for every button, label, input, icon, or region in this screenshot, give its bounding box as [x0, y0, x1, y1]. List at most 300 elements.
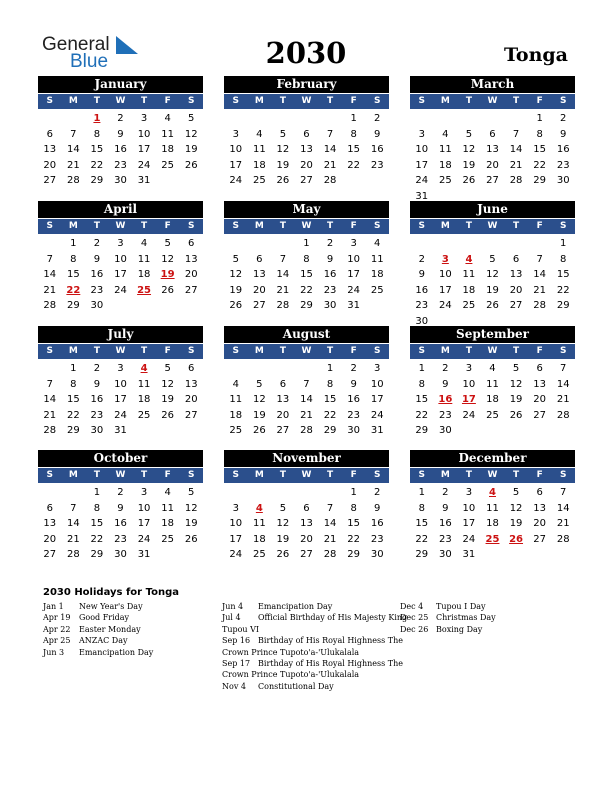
weekday-label: T	[141, 346, 148, 356]
day-cell: 10	[137, 502, 151, 514]
month-june	[410, 201, 575, 329]
month-title: December	[410, 450, 575, 467]
day-cell: 15	[533, 144, 546, 155]
day-cell: 13	[276, 394, 290, 405]
weekday-header	[410, 468, 575, 483]
weekday-label: S	[560, 470, 567, 480]
day-cell: 27	[533, 533, 546, 545]
day-cell: 27	[43, 549, 57, 560]
empty-cell	[504, 111, 528, 127]
day-cell: 2	[350, 363, 357, 374]
day-cell: 16	[370, 144, 384, 155]
weekday-header	[224, 344, 389, 359]
weekday-label: T	[279, 221, 287, 231]
weekday-label: S	[418, 470, 426, 480]
day-cell: 8	[560, 253, 567, 265]
weekday-label: F	[350, 96, 357, 106]
day-cell: 25	[462, 300, 476, 311]
day-cell: 9	[93, 378, 101, 390]
weekday-header	[224, 219, 389, 234]
day-cell: 6	[256, 253, 263, 265]
day-cell: 22	[90, 533, 104, 545]
day-cell: 15	[66, 394, 80, 405]
day-cell: 3	[140, 113, 148, 124]
day-grid	[410, 485, 575, 563]
day-cell: 31	[347, 300, 360, 311]
day-cell: 6	[303, 502, 310, 514]
day-cell: 3	[140, 487, 148, 498]
day-cell: 7	[512, 128, 520, 140]
day-cell: 16	[347, 394, 360, 405]
day-cell: 20	[486, 159, 499, 171]
day-cell: 26	[184, 533, 198, 545]
weekday-label: M	[254, 470, 264, 480]
day-cell: 6	[46, 502, 53, 514]
day-cell: 15	[347, 518, 360, 529]
weekday-label: F	[350, 470, 357, 480]
day-cell: 22	[347, 159, 360, 171]
day-cell: 15	[90, 144, 104, 155]
day-cell: 7	[560, 487, 567, 498]
empty-cell	[295, 111, 319, 127]
day-cell: 21	[43, 284, 57, 296]
weekday-label: T	[465, 346, 473, 356]
empty-cell	[248, 111, 272, 127]
day-cell: 28	[323, 175, 337, 186]
day-cell: 6	[536, 363, 543, 374]
day-cell: 16	[90, 269, 104, 280]
weekday-header	[38, 219, 203, 234]
weekday-header	[410, 94, 575, 109]
day-cell: 8	[93, 128, 101, 140]
day-cell: 5	[279, 128, 287, 140]
weekday-label: M	[440, 96, 450, 106]
holiday-name: Good Friday	[79, 613, 130, 623]
day-cell: 15	[415, 394, 429, 405]
day-cell: 18	[486, 394, 499, 405]
day-cell: 27	[252, 300, 266, 311]
day-cell: 10	[462, 502, 476, 514]
day-cell: 27	[300, 549, 313, 560]
day-cell: 14	[556, 378, 570, 390]
day-cell: 5	[512, 363, 520, 374]
day-cell: 25	[370, 284, 384, 296]
holiday-day-cell: 25	[137, 284, 152, 296]
day-cell: 3	[117, 363, 124, 374]
month-january	[38, 76, 203, 189]
day-cell: 7	[560, 363, 567, 374]
day-cell: 1	[536, 113, 543, 124]
day-cell: 20	[276, 409, 290, 421]
day-cell: 10	[415, 144, 429, 155]
holiday-entry	[43, 624, 153, 635]
day-cell: 24	[415, 175, 429, 186]
empty-cell	[504, 236, 528, 252]
day-cell: 15	[323, 394, 337, 405]
day-cell: 12	[276, 144, 290, 155]
weekday-label: W	[115, 346, 126, 356]
holiday-date: Jun 4	[222, 602, 244, 611]
day-cell: 4	[140, 238, 148, 249]
day-cell: 3	[350, 238, 357, 249]
weekday-label: S	[560, 346, 567, 356]
day-cell: 2	[117, 113, 124, 124]
day-cell: 15	[415, 518, 429, 529]
day-cell: 23	[114, 159, 127, 171]
weekday-label: T	[141, 470, 148, 480]
day-cell: 22	[300, 284, 313, 296]
day-cell: 10	[137, 128, 151, 140]
empty-cell	[295, 485, 319, 501]
day-cell: 14	[276, 269, 290, 280]
day-cell: 17	[438, 284, 452, 296]
day-cell: 14	[323, 144, 337, 155]
day-cell: 14	[43, 269, 57, 280]
day-cell: 29	[66, 300, 80, 311]
holiday-day-cell: 4	[465, 253, 473, 265]
day-cell: 25	[252, 549, 266, 560]
holiday-entry	[400, 624, 496, 635]
day-cell: 15	[90, 518, 104, 529]
day-cell: 27	[486, 175, 499, 186]
month-title: September	[410, 326, 575, 343]
month-title: April	[38, 201, 203, 218]
day-cell: 2	[117, 487, 124, 498]
weekday-label: S	[232, 346, 240, 356]
weekday-label: W	[115, 470, 126, 480]
month-august	[224, 326, 389, 439]
day-cell: 1	[350, 113, 357, 124]
holiday-date: Dec 4	[400, 602, 424, 611]
empty-cell	[457, 236, 481, 252]
day-cell: 25	[161, 159, 174, 171]
day-grid	[410, 361, 575, 439]
day-cell: 2	[442, 487, 449, 498]
empty-cell	[434, 111, 458, 127]
day-cell: 11	[252, 144, 266, 155]
day-cell: 19	[252, 409, 266, 421]
day-cell: 14	[43, 394, 57, 405]
day-grid	[38, 361, 203, 439]
day-cell: 8	[536, 128, 543, 140]
day-cell: 10	[229, 144, 243, 155]
day-cell: 8	[326, 378, 334, 390]
day-cell: 26	[252, 425, 266, 436]
weekday-label: M	[68, 346, 78, 356]
day-cell: 30	[114, 175, 127, 186]
empty-cell	[271, 485, 295, 501]
day-cell: 8	[418, 378, 425, 390]
day-cell: 22	[415, 533, 429, 545]
day-cell: 6	[46, 128, 53, 140]
day-cell: 10	[114, 253, 127, 265]
day-cell: 17	[137, 144, 151, 155]
day-cell: 18	[229, 409, 243, 421]
day-cell: 14	[66, 144, 80, 155]
day-cell: 22	[66, 409, 80, 421]
day-cell: 21	[300, 409, 313, 421]
day-cell: 6	[188, 238, 195, 249]
day-cell: 23	[370, 533, 384, 545]
holiday-name: Birthday of His Royal Highness The	[258, 636, 403, 646]
day-cell: 30	[370, 549, 384, 560]
weekday-label: S	[560, 96, 567, 106]
day-cell: 11	[370, 253, 384, 265]
day-cell: 12	[184, 502, 198, 514]
day-cell: 29	[90, 549, 104, 560]
day-cell: 19	[509, 394, 523, 405]
weekday-label: F	[164, 470, 171, 480]
day-cell: 27	[533, 409, 546, 421]
day-cell: 2	[93, 238, 101, 249]
month-title: May	[224, 201, 389, 218]
day-cell: 28	[556, 409, 570, 421]
day-cell: 1	[350, 487, 357, 498]
empty-cell	[318, 485, 342, 501]
weekday-label: S	[188, 96, 195, 106]
weekday-label: T	[141, 221, 148, 231]
weekday-header	[410, 344, 575, 359]
holiday-name: Tupou I Day	[436, 602, 486, 611]
empty-cell	[318, 111, 342, 127]
empty-cell	[38, 111, 62, 127]
day-cell: 28	[43, 425, 57, 436]
holiday-name: Christmas Day	[436, 613, 496, 623]
day-cell: 12	[509, 502, 523, 514]
day-cell: 25	[137, 409, 151, 421]
holiday-date: Apr 22	[43, 624, 71, 634]
day-cell: 24	[137, 533, 151, 545]
day-cell: 6	[489, 128, 496, 140]
day-cell: 12	[184, 128, 198, 140]
weekday-label: M	[254, 96, 264, 106]
day-cell: 9	[442, 378, 449, 390]
empty-cell	[224, 111, 248, 127]
day-cell: 2	[93, 363, 101, 374]
holiday-name: Emancipation Day	[258, 602, 333, 611]
holiday-name: Official Birthday of His Majesty King	[258, 613, 408, 623]
day-cell: 7	[536, 253, 543, 265]
weekday-header	[224, 94, 389, 109]
holiday-date: Jul 4	[222, 613, 241, 623]
day-cell: 9	[117, 128, 124, 140]
day-cell: 9	[117, 502, 124, 514]
day-cell: 1	[326, 363, 334, 374]
weekday-label: M	[68, 470, 78, 480]
empty-cell	[62, 111, 86, 127]
day-cell: 30	[438, 549, 452, 560]
day-cell: 27	[509, 300, 523, 311]
day-cell: 4	[256, 128, 263, 140]
weekday-label: M	[440, 470, 450, 480]
weekday-label: W	[115, 221, 126, 231]
empty-cell	[295, 361, 319, 377]
day-cell: 21	[533, 284, 546, 296]
weekday-label: S	[418, 346, 426, 356]
day-cell: 3	[418, 128, 425, 140]
day-cell: 3	[465, 363, 473, 374]
day-grid	[224, 361, 389, 439]
day-cell: 27	[300, 175, 313, 186]
weekday-label: T	[93, 96, 101, 106]
day-cell: 20	[43, 533, 57, 545]
weekday-label: F	[350, 346, 357, 356]
day-cell: 23	[114, 533, 127, 545]
empty-cell	[434, 236, 458, 252]
empty-cell	[457, 111, 481, 127]
empty-cell	[410, 111, 434, 127]
day-cell: 16	[370, 518, 384, 529]
day-cell: 14	[300, 394, 313, 405]
day-cell: 26	[184, 159, 198, 171]
day-cell: 13	[509, 269, 523, 280]
day-cell: 18	[462, 284, 476, 296]
holiday-day-cell: 4	[255, 502, 263, 514]
day-cell: 9	[93, 253, 101, 265]
day-cell: 26	[276, 175, 290, 186]
day-cell: 10	[438, 269, 452, 280]
weekday-label: F	[536, 96, 543, 106]
day-cell: 23	[370, 159, 384, 171]
holiday-day-cell: 4	[489, 487, 496, 498]
month-december	[410, 450, 575, 563]
day-cell: 10	[114, 378, 127, 390]
day-cell: 8	[350, 502, 357, 514]
day-cell: 28	[66, 549, 80, 560]
weekday-label: T	[279, 470, 287, 480]
day-cell: 24	[370, 409, 384, 421]
weekday-label: T	[327, 96, 334, 106]
day-cell: 18	[252, 159, 266, 171]
holiday-day-cell: 16	[438, 394, 453, 405]
day-cell: 28	[509, 175, 523, 186]
day-cell: 12	[462, 144, 476, 155]
holiday-entry	[43, 612, 153, 623]
day-cell: 12	[229, 269, 243, 280]
day-cell: 6	[303, 128, 310, 140]
day-cell: 24	[438, 300, 452, 311]
month-title: October	[38, 450, 203, 467]
day-cell: 22	[533, 159, 546, 171]
day-grid	[410, 236, 575, 329]
day-cell: 9	[326, 253, 334, 265]
day-cell: 5	[256, 378, 263, 390]
day-cell: 25	[161, 533, 174, 545]
empty-cell	[271, 111, 295, 127]
logo-word-blue: Blue	[70, 51, 109, 72]
day-cell: 5	[188, 487, 195, 498]
weekday-label: S	[232, 221, 240, 231]
day-cell: 10	[347, 253, 360, 265]
holiday-day-cell: 1	[93, 113, 101, 124]
day-cell: 2	[326, 238, 334, 249]
day-cell: 19	[486, 284, 499, 296]
day-cell: 2	[418, 253, 425, 265]
day-cell: 18	[161, 144, 174, 155]
weekday-label: M	[440, 221, 450, 231]
day-cell: 19	[184, 518, 198, 529]
day-cell: 31	[137, 549, 151, 560]
empty-cell	[38, 361, 62, 377]
month-title: August	[224, 326, 389, 343]
day-cell: 2	[442, 363, 449, 374]
day-cell: 4	[164, 487, 171, 498]
day-cell: 25	[229, 425, 243, 436]
day-cell: 28	[323, 549, 337, 560]
day-cell: 17	[347, 269, 360, 280]
day-cell: 27	[184, 284, 198, 296]
day-cell: 26	[276, 549, 290, 560]
day-cell: 16	[323, 269, 337, 280]
day-cell: 24	[462, 409, 476, 421]
empty-cell	[271, 361, 295, 377]
holiday-name: New Year's Day	[79, 602, 143, 611]
day-cell: 8	[303, 253, 310, 265]
day-cell: 4	[232, 378, 239, 390]
day-cell: 21	[43, 409, 57, 421]
day-cell: 11	[161, 128, 174, 140]
day-cell: 21	[556, 394, 570, 405]
day-cell: 14	[323, 518, 337, 529]
holiday-name: Boxing Day	[436, 624, 483, 634]
day-cell: 23	[438, 533, 452, 545]
day-cell: 12	[486, 269, 499, 280]
day-cell: 14	[66, 518, 80, 529]
day-cell: 7	[46, 253, 53, 265]
day-cell: 4	[442, 128, 449, 140]
weekday-label: S	[560, 221, 567, 231]
day-cell: 2	[374, 487, 381, 498]
day-cell: 17	[114, 394, 127, 405]
weekday-label: S	[188, 221, 195, 231]
day-cell: 27	[184, 409, 198, 421]
day-cell: 22	[347, 533, 360, 545]
day-cell: 26	[509, 409, 523, 421]
day-grid	[410, 111, 575, 204]
weekday-label: S	[46, 470, 54, 480]
day-cell: 24	[229, 175, 243, 186]
holiday-date: Dec 26	[400, 624, 429, 634]
day-cell: 3	[232, 128, 239, 140]
month-october	[38, 450, 203, 563]
empty-cell	[410, 236, 434, 252]
day-cell: 21	[66, 533, 80, 545]
day-cell: 5	[164, 238, 171, 249]
weekday-label: T	[141, 96, 148, 106]
weekday-label: S	[374, 346, 381, 356]
day-cell: 20	[533, 394, 546, 405]
day-cell: 16	[114, 144, 127, 155]
day-cell: 19	[229, 284, 243, 296]
day-cell: 24	[114, 409, 127, 421]
day-cell: 31	[462, 549, 476, 560]
weekday-label: F	[536, 221, 543, 231]
holiday-name-continued: Crown Prince Tupoto'a-'Ulukalala	[222, 647, 360, 657]
day-cell: 14	[509, 144, 523, 155]
holiday-day-cell: 19	[160, 269, 175, 280]
weekday-label: M	[68, 96, 78, 106]
holiday-entry	[43, 635, 153, 646]
weekday-label: S	[188, 346, 195, 356]
day-cell: 22	[556, 284, 570, 296]
weekday-label: W	[115, 96, 126, 106]
day-cell: 26	[161, 284, 174, 296]
day-cell: 13	[252, 269, 266, 280]
day-cell: 29	[347, 549, 360, 560]
holiday-entry	[43, 601, 153, 612]
empty-cell	[528, 236, 552, 252]
weekday-label: S	[374, 96, 381, 106]
